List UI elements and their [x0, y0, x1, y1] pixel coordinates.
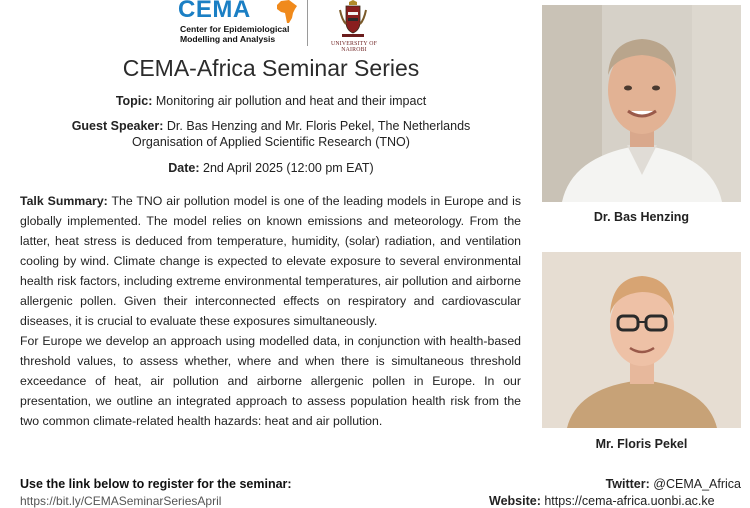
- university-name: UNIVERSITY OF NAIROBI: [330, 41, 378, 53]
- portrait-illustration: [542, 252, 741, 428]
- summary-paragraph-1: [20, 191, 521, 331]
- cema-subtitle-line2: Modelling and Analysis: [180, 34, 276, 44]
- speaker-name-floris: Mr. Floris Pekel: [595, 437, 688, 451]
- website-line: [489, 494, 715, 508]
- logo-divider: [307, 0, 308, 46]
- summary-paragraph-2: For Europe we develop an approach using modelled data, in conjunction with health-based threshold values, to assess whether, where and when there is simultaneous threshold exceedance of heat, air pollution and airborne allergenic pollen in Europe. In our presentation, we outline an integrated approach to assess population health risk from the two common climate-related health hazards: heat and air pollution.: [20, 334, 521, 428]
- guest-speaker-line: [20, 118, 522, 150]
- seminar-series-title: CEMA-Africa Seminar Series: [122, 55, 420, 81]
- guest-speaker-label: Guest Speaker:: [71, 119, 164, 133]
- speaker-photo-bas-henzing: [542, 5, 741, 202]
- twitter-label: Twitter:: [605, 477, 650, 491]
- cema-logo-text: CEMA: [178, 0, 251, 23]
- summary-text-1: The TNO air pollution model is one of the leading models in Europe and is globally implemented. The model relies on known emissions and meteorology. From the latter, heat stress is deduced from temperature, humidity, (solar) radiation, and ventilation cooling by wind. Climate change is expected to elevate exposure to several environmental health risk factors, including extreme environmental temperatures, air pollution and airborne allergenic pollen. Given their interconnected effects on respiratory and cardiovascular diseases, it is crucial to evaluate these exposures simultaneously.: [20, 194, 522, 328]
- university-crest-icon: [338, 0, 368, 38]
- speaker-photo-floris-pekel: [542, 252, 741, 428]
- guest-speaker-value-line2: Organisation of Applied Scientific Research (TNO): [132, 135, 410, 149]
- university-of-nairobi-logo: [318, 0, 390, 53]
- portrait-illustration: [542, 5, 741, 202]
- website-link[interactable]: https://cema-africa.uonbi.ac.ke: [544, 494, 715, 508]
- talk-summary-label: Talk Summary:: [20, 194, 108, 208]
- cema-logo: [178, 0, 300, 48]
- date-value: 2nd April 2025 (12:00 pm EAT): [203, 161, 374, 175]
- cema-subtitle: [180, 24, 289, 44]
- date-label: Date:: [168, 161, 200, 175]
- topic-label: Topic:: [115, 94, 153, 108]
- africa-map-icon: [276, 0, 298, 24]
- guest-speaker-value-line1: Dr. Bas Henzing and Mr. Floris Pekel, The Netherlands: [166, 119, 471, 133]
- register-link[interactable]: https://bit.ly/CEMASeminarSeriesApril: [20, 494, 222, 508]
- cema-subtitle-line1: Center for Epidemiological: [180, 24, 290, 34]
- speaker-name-bas: Dr. Bas Henzing: [593, 210, 690, 224]
- twitter-line: [606, 477, 741, 491]
- date-line: [20, 160, 522, 176]
- website-label: Website:: [489, 494, 541, 508]
- topic-value: Monitoring air pollution and heat and their impact: [155, 94, 427, 108]
- twitter-handle[interactable]: @CEMA_Africa: [653, 477, 741, 491]
- topic-line: [20, 93, 522, 109]
- register-instructions: Use the link below to register for the seminar:: [20, 477, 292, 491]
- talk-summary: [20, 191, 521, 431]
